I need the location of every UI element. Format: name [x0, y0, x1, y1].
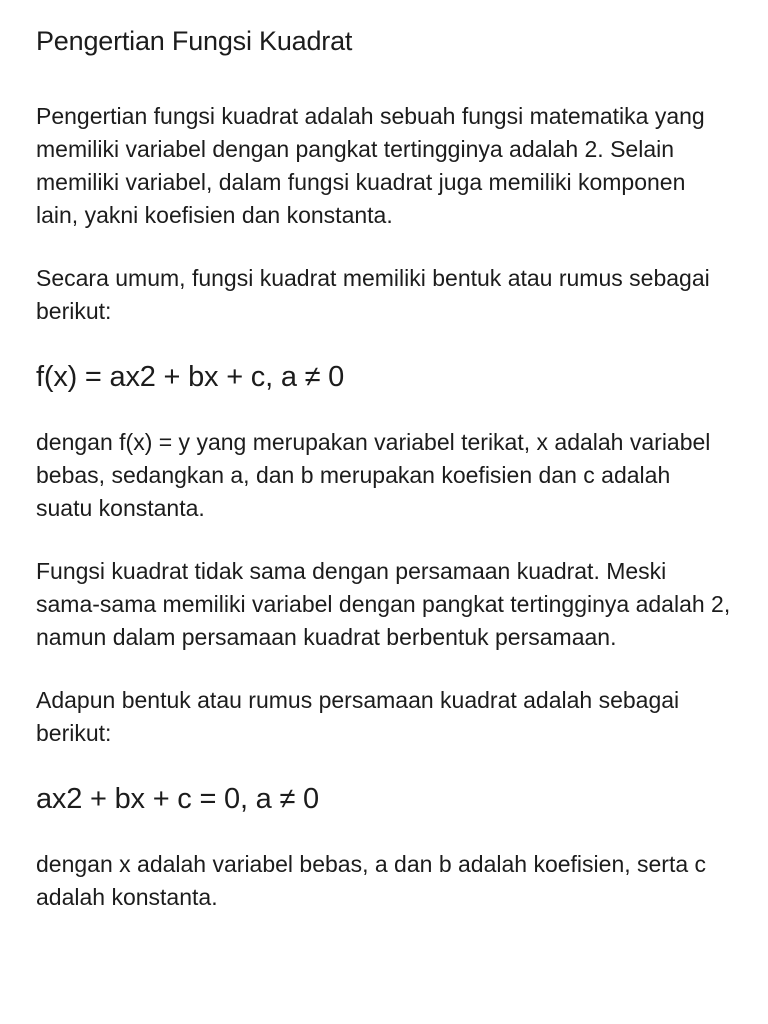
paragraph-general-form-intro: Secara umum, fungsi kuadrat memiliki bentuk atau rumus sebagai berikut: [36, 265, 710, 324]
paragraph-equation-form-intro: Adapun bentuk atau rumus persamaan kuadrat adalah sebagai berikut: [36, 687, 680, 746]
formula-quadratic-equation: ax2 + bx + c = 0, a ≠ 0 [36, 783, 319, 815]
paragraph-definition: Pengertian fungsi kuadrat adalah sebuah fungsi matematika yang memiliki variabel dengan pangkat tertingginya adalah 2. Selain memiliki variabel, dalam fungsi kuadrat juga memiliki komponen lain, yakni koefisien dan konstanta. [36, 103, 705, 228]
formula-quadratic-function: f(x) = ax2 + bx + c, a ≠ 0 [36, 361, 345, 393]
article-title: Pengertian Fungsi Kuadrat [36, 26, 353, 56]
paragraph-variable-explanation: dengan f(x) = y yang merupakan variabel terikat, x adalah variabel bebas, sedangkan a, dan b merupakan koefisien dan c adalah suatu konstanta. [36, 429, 711, 521]
paragraph-equation-explanation: dengan x adalah variabel bebas, a dan b adalah koefisien, serta c adalah konstanta. [36, 851, 707, 910]
paragraph-function-vs-equation: Fungsi kuadrat tidak sama dengan persamaan kuadrat. Meski sama-sama memiliki variabel dengan pangkat tertingginya adalah 2, namun dalam persamaan kuadrat berbentuk persamaan. [36, 558, 731, 650]
